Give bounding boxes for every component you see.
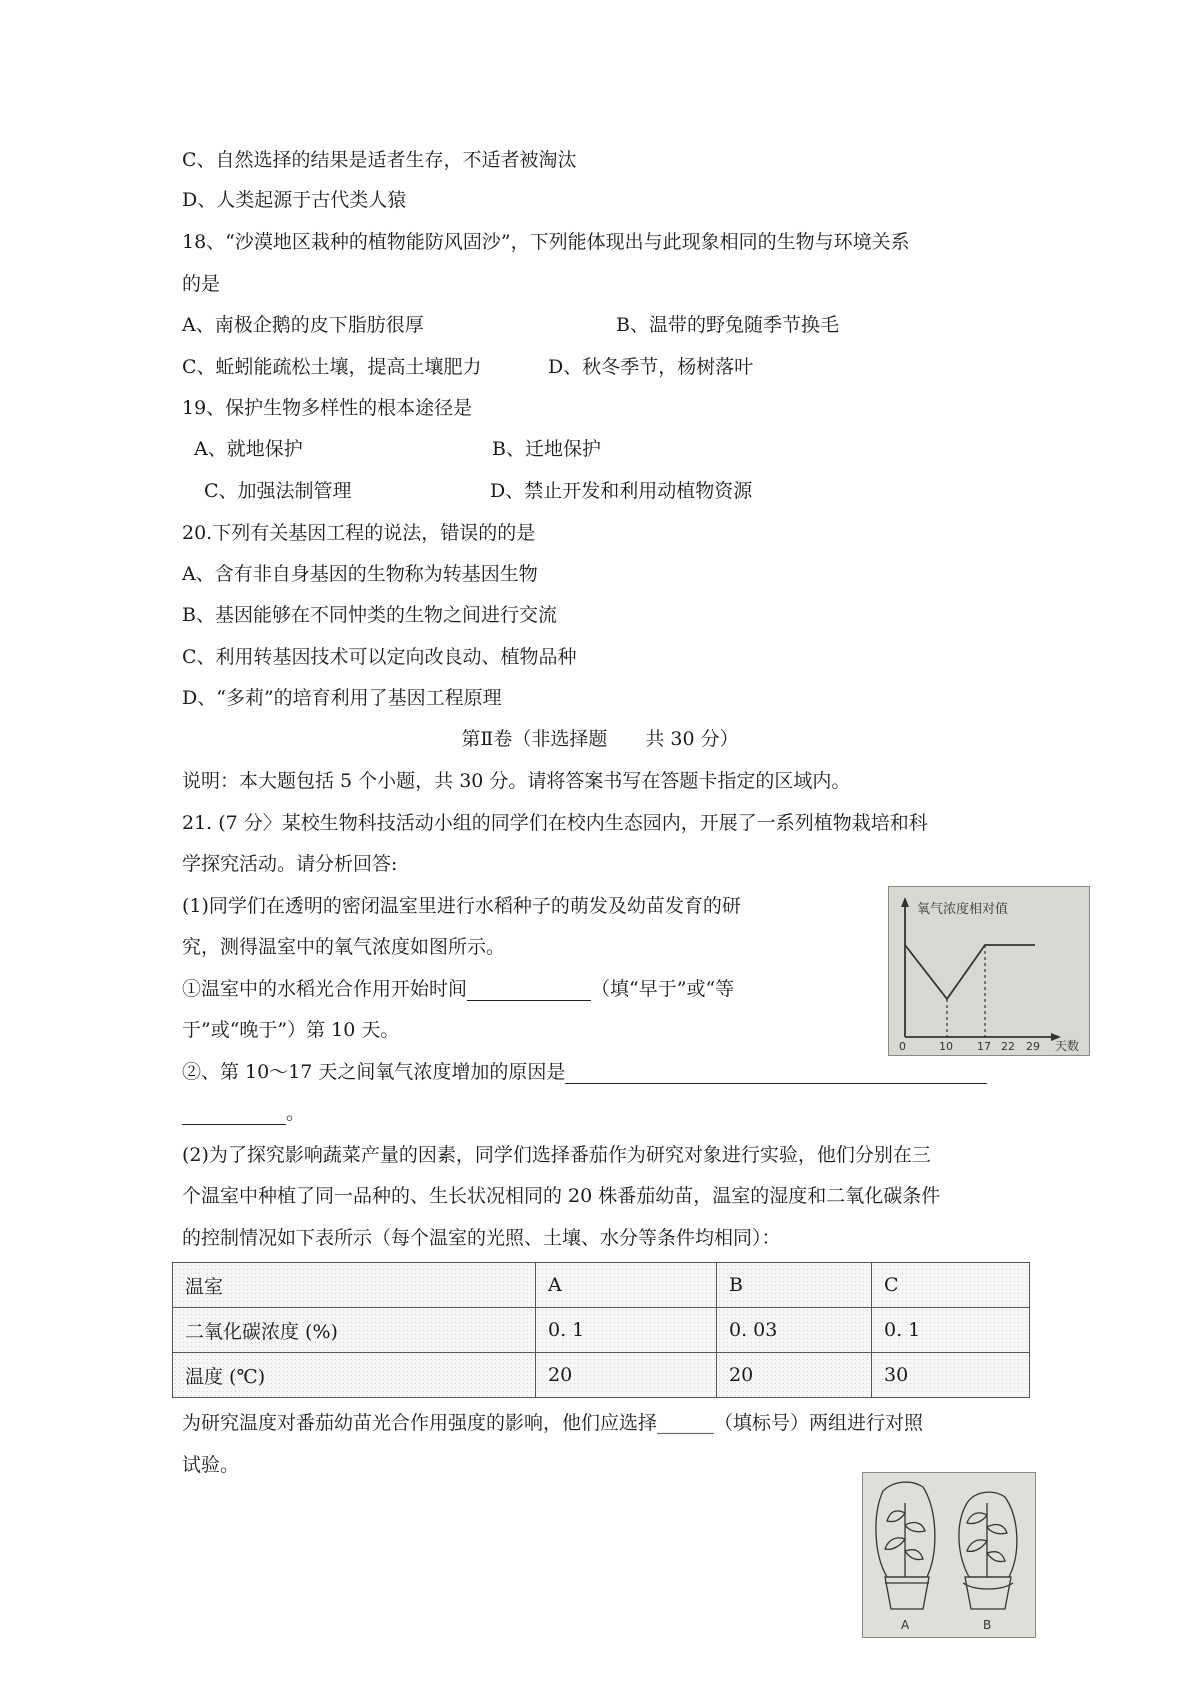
table-cell: 0. 1: [536, 1308, 717, 1353]
plants-figure: [862, 1472, 1036, 1638]
table-row: [173, 1308, 1030, 1353]
table-cell: B: [717, 1263, 872, 1308]
q21-intro-line1: 21. (7 分〉某校生物科技活动小组的同学们在校内生态园内，开展了一系列植物栽培和科: [182, 812, 928, 834]
q20-option-d: D、“多莉”的培育利用了基因工程原理: [182, 687, 502, 709]
table-cell: C: [872, 1263, 1030, 1308]
q21-p2-after-after: （填标号）两组进行对照: [714, 1412, 924, 1434]
pot-b: [965, 1577, 1011, 1609]
table-cell: 30: [872, 1353, 1030, 1398]
pot-a: [885, 1577, 929, 1609]
leaf-icon: [885, 1538, 905, 1549]
q21-intro-line2: 学探究活动。请分析回答:: [182, 853, 398, 875]
q21-p2-after-before: 为研究温度对番茄幼苗光合作用强度的影响，他们应选择: [182, 1412, 658, 1434]
leaf-icon: [987, 1525, 1007, 1534]
q18-option-b: B、温带的野兔随季节换毛: [616, 314, 839, 336]
table-cell: 温室: [173, 1263, 536, 1308]
oxygen-curve: [905, 945, 1035, 999]
q21-p2-line2: 个温室中种植了同一品种的、生长状况相同的 20 株番茄幼苗，温室的湿度和二氧化碳条件: [182, 1185, 941, 1207]
section2-note: 说明：本大题包括 5 个小题，共 30 分。请将答案书写在答题卡指定的区域内。: [182, 770, 851, 792]
tick-label: 0: [899, 1040, 906, 1053]
q21-p1-q2: [182, 1060, 987, 1084]
answer-blank-2a[interactable]: [565, 1063, 987, 1084]
q20-option-b: B、基因能够在不同忡类的生物之间进行交流: [182, 604, 557, 626]
q18-option-a: A、南极企鹅的皮下脂肪很厚: [182, 314, 424, 336]
q21-p1-line2: 究，测得温室中的氧气浓度如图所示。: [182, 936, 506, 958]
table-cell: 20: [717, 1353, 872, 1398]
q18-stem-line2: 的是: [182, 273, 221, 295]
table-cell: 0. 1: [872, 1308, 1030, 1353]
q19-option-c: C、加强法制管理: [204, 480, 352, 502]
bag-tie-b: [963, 1583, 1013, 1589]
q20-option-c: C、利用转基因技术可以定向改良动、植物品种: [182, 646, 577, 668]
q20-stem: 20.下列有关基因工程的说法，错误的的是: [182, 522, 536, 544]
table-cell: 二氧化碳浓度 (%): [173, 1308, 536, 1353]
plant-a: [876, 1482, 935, 1609]
leaf-icon: [987, 1552, 1005, 1562]
x-axis-label: 天数: [1055, 1039, 1080, 1053]
q21-p1-q2-end: 。: [286, 1102, 306, 1124]
leaf-icon: [967, 1540, 987, 1551]
tick-label: 29: [1026, 1040, 1040, 1053]
q21-p2-after-line2: 试验。: [182, 1454, 240, 1476]
q21-p1-q2-cont: [182, 1101, 305, 1125]
q17-option-d: D、人类起源于古代类人猿: [182, 189, 407, 211]
q18-option-d: D、秋冬季节，杨树落叶: [548, 356, 754, 378]
y-axis-arrow: [901, 897, 909, 907]
table-cell: A: [536, 1263, 717, 1308]
answer-blank-2b[interactable]: [182, 1104, 286, 1125]
q21-p1-q1-after: （填“早于”或“等: [591, 978, 735, 1000]
table-cell: 温度 (℃): [173, 1353, 536, 1398]
table-row: [173, 1353, 1030, 1398]
q21-p2-line1: (2)为了探究影响蔬菜产量的因素，同学们选择番茄作为研究对象进行实验，他们分别在三: [182, 1144, 931, 1166]
q21-p1-line1: (1)同学们在透明的密闭温室里进行水稻种子的萌发及幼苗发育的研: [182, 895, 741, 917]
oxygen-chart-figure: [888, 886, 1090, 1056]
answer-blank-1[interactable]: [467, 980, 591, 1001]
table-row: [173, 1263, 1030, 1308]
leaf-icon: [905, 1523, 925, 1532]
q21-p2-after: [182, 1411, 923, 1435]
table-cell: 0. 03: [717, 1308, 872, 1353]
q19-stem: 19、保护生物多样性的根本途径是: [182, 397, 473, 419]
plant-a-label: A: [901, 1618, 910, 1632]
section2-title: 第Ⅱ卷（非选择题 共 30 分）: [461, 728, 739, 750]
q21-p1-q1-before: ①温室中的水稻光合作用开始时间: [182, 978, 468, 1000]
leaf-icon: [967, 1513, 987, 1524]
tick-label: 10: [939, 1040, 953, 1053]
q19-option-b: B、迁地保护: [492, 438, 601, 460]
q19-option-d: D、禁止开发和利用动植物资源: [490, 480, 753, 502]
plastic-bag-b: [959, 1492, 1017, 1577]
q21-p2-line3: 的控制情况如下表所示（每个温室的光照、土壤、水分等条件均相同）：: [182, 1227, 781, 1249]
leaf-icon: [887, 1511, 905, 1522]
tick-label: 17: [977, 1040, 991, 1053]
q20-option-a: A、含有非自身基因的生物称为转基因生物: [182, 563, 538, 585]
y-axis-label: 氧气浓度相对值: [917, 902, 1009, 917]
leaf-icon: [905, 1550, 923, 1560]
q21-p1-q1: [182, 977, 734, 1001]
q21-p1-q1-line2: 于”或“晚于”）第 10 天。: [182, 1019, 400, 1041]
plant-b-label: B: [983, 1618, 992, 1632]
q21-p1-q2-text: ②、第 10～17 天之间氧气浓度增加的原因是: [182, 1061, 566, 1083]
greenhouse-table: [172, 1262, 1030, 1398]
oxygen-chart: [889, 887, 1089, 1055]
q19-option-a: A、就地保护: [194, 438, 303, 460]
tick-label: 22: [1001, 1040, 1015, 1053]
plants-illustration: [863, 1473, 1035, 1637]
q17-option-c: C、自然选择的结果是适者生存，不适者被淘汰: [182, 149, 577, 171]
q18-option-c: C、蚯蚓能疏松土壤，提高土壤肥力: [182, 356, 482, 378]
answer-blank-3[interactable]: ______: [657, 1412, 715, 1434]
q18-stem-line1: 18、“沙漠地区栽种的植物能防风固沙”，下列能体现出与此现象相同的生物与环境关系: [182, 231, 910, 253]
table-cell: 20: [536, 1353, 717, 1398]
plant-b: [959, 1492, 1017, 1609]
